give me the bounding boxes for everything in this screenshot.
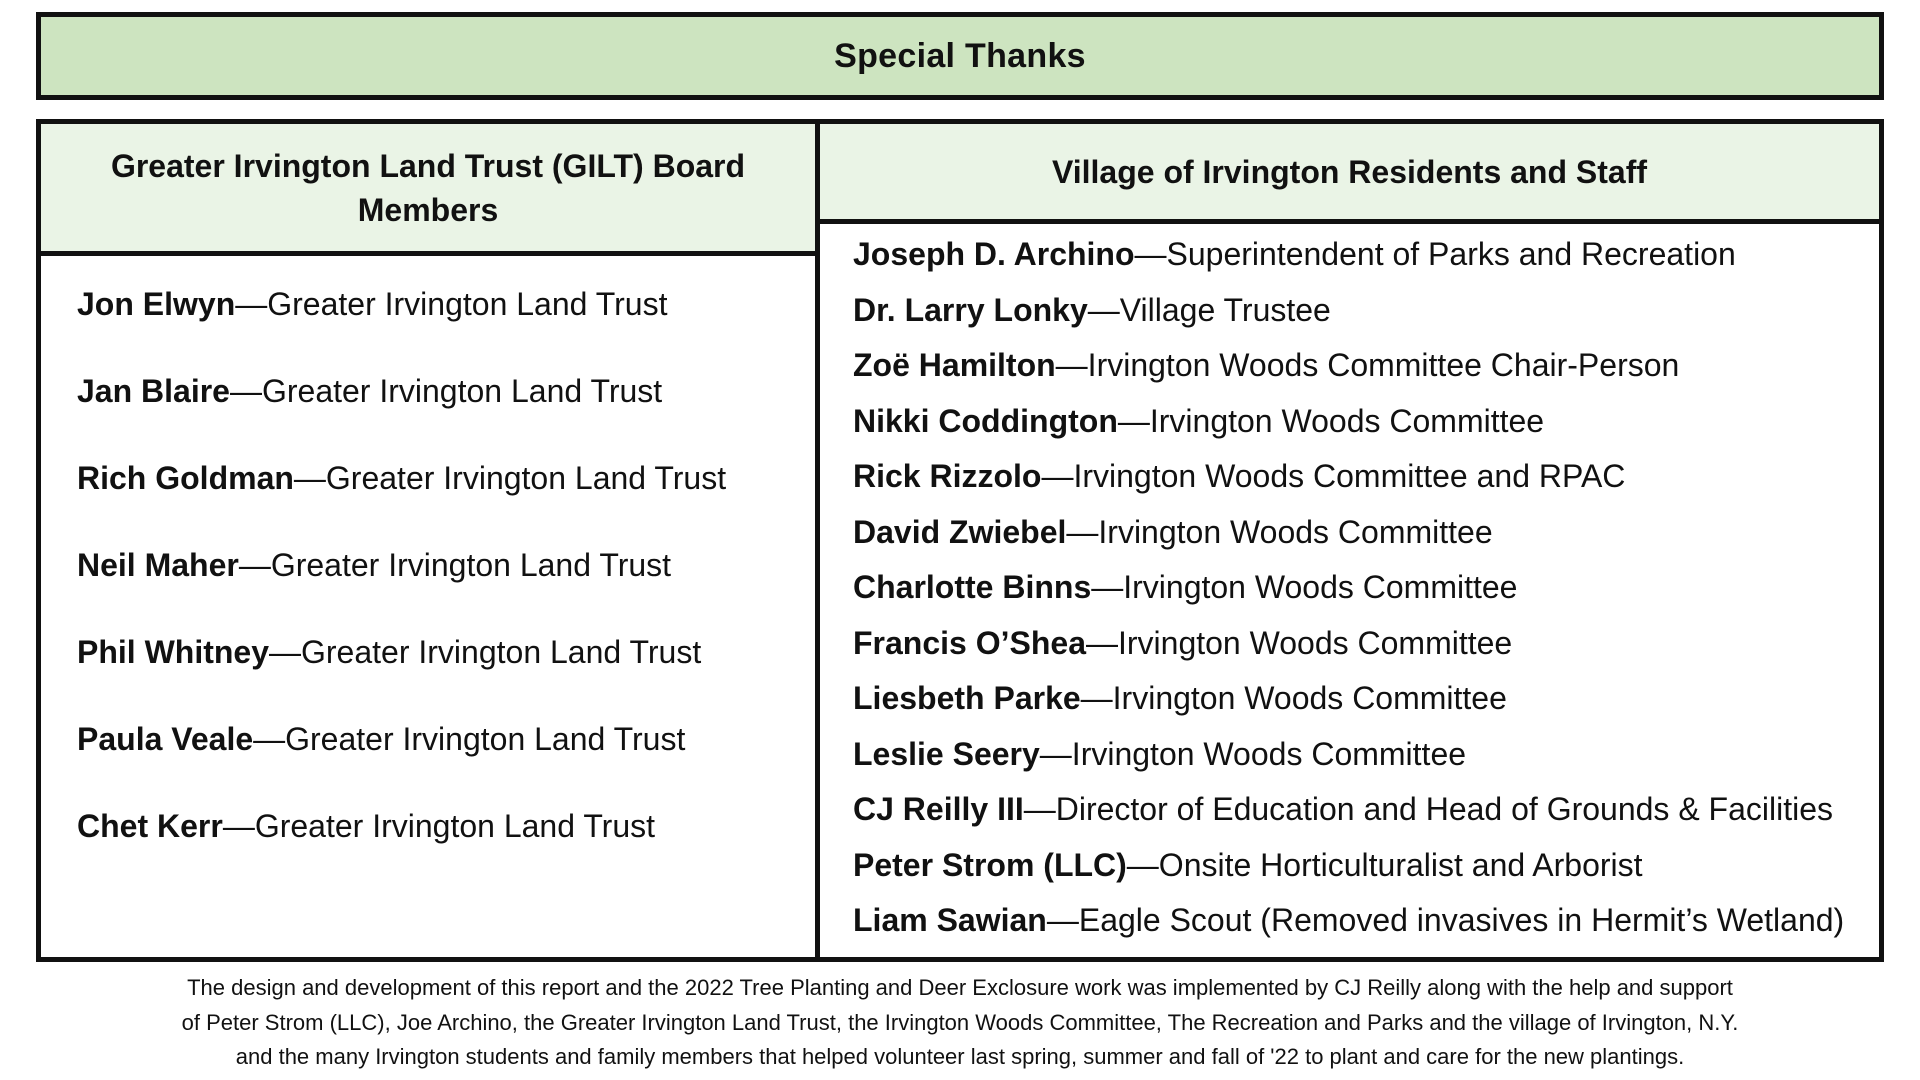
- member-role: —Irvington Woods Committee: [1085, 624, 1513, 661]
- list-item: [77, 284, 815, 324]
- member-role: —Onsite Horticulturalist and Arborist: [1126, 846, 1643, 883]
- member-name: Liam Sawian: [853, 902, 1047, 938]
- member-name: Francis O’Shea: [853, 624, 1086, 661]
- member-role: —Village Trustee: [1087, 291, 1331, 328]
- list-item: [853, 900, 1879, 940]
- banner-title: Special Thanks: [834, 36, 1086, 75]
- member-name: Leslie Seery: [853, 735, 1040, 772]
- list-item: [77, 719, 815, 759]
- member-role: —Greater Irvington Land Trust: [229, 373, 663, 409]
- list-item: [77, 371, 815, 411]
- footnote-line-1: The design and development of this report and the 2022 Tree Planting and Deer Exclosure work was implemented by CJ Reilly along with the help and support: [187, 975, 1733, 1000]
- member-name: Liesbeth Parke: [853, 680, 1081, 716]
- gilt-board-column: [41, 124, 820, 957]
- list-item: [853, 678, 1879, 718]
- member-role: —Greater Irvington Land Trust: [238, 547, 672, 583]
- member-role: —Greater Irvington Land Trust: [293, 460, 727, 496]
- list-item: [853, 512, 1879, 552]
- member-name: Jon Elwyn: [77, 286, 236, 322]
- member-name: Dr. Larry Lonky: [853, 291, 1088, 328]
- member-role: —Irvington Woods Committee Chair-Person: [1055, 347, 1680, 383]
- member-role: —Irvington Woods Committee: [1117, 402, 1545, 439]
- member-name: Neil Maher: [77, 547, 239, 583]
- member-role: —Eagle Scout (Removed invasives in Hermit’s Wetland): [1046, 902, 1845, 938]
- special-thanks-banner: [36, 12, 1884, 100]
- member-name: Jan Blaire: [77, 373, 230, 409]
- member-name: CJ Reilly III: [853, 791, 1024, 827]
- list-item: [853, 290, 1879, 330]
- acknowledgement-footnote: [40, 971, 1880, 1075]
- list-item: [853, 623, 1879, 663]
- member-role: —Greater Irvington Land Trust: [253, 721, 686, 757]
- member-name: Paula Veale: [77, 721, 254, 757]
- member-role: —Irvington Woods Committee: [1039, 735, 1467, 772]
- gilt-board-header: Greater Irvington Land Trust (GILT) Board Members: [41, 124, 815, 256]
- list-item: [853, 456, 1879, 496]
- member-role: —Director of Education and Head of Grounds & Facilities: [1023, 791, 1834, 827]
- member-role: —Greater Irvington Land Trust: [269, 634, 702, 670]
- member-name: Zoë Hamilton: [853, 347, 1056, 383]
- member-role: —Greater Irvington Land Trust: [235, 286, 668, 322]
- village-residents-column: [820, 124, 1879, 957]
- member-role: —Irvington Woods Committee: [1066, 513, 1493, 550]
- list-item: [77, 632, 815, 672]
- list-item: [853, 345, 1879, 385]
- list-item: [853, 845, 1879, 885]
- village-residents-header: Village of Irvington Residents and Staff: [820, 124, 1879, 224]
- member-role: —Irvington Woods Committee and RPAC: [1041, 458, 1626, 494]
- member-name: Charlotte Binns: [853, 569, 1092, 605]
- thanks-table: [36, 119, 1884, 962]
- member-name: Rick Rizzolo: [853, 458, 1042, 494]
- list-item: [853, 734, 1879, 774]
- list-item: [77, 458, 815, 498]
- list-item: [853, 789, 1879, 829]
- gilt-member-list: [41, 256, 815, 846]
- list-item: [77, 806, 815, 846]
- member-name: Chet Kerr: [77, 808, 223, 844]
- list-item: [853, 234, 1879, 274]
- list-item: [853, 567, 1879, 607]
- member-name: Nikki Coddington: [853, 402, 1118, 439]
- member-name: Peter Strom (LLC): [853, 846, 1127, 883]
- list-item: [77, 545, 815, 585]
- list-item: [853, 401, 1879, 441]
- member-role: —Greater Irvington Land Trust: [222, 808, 656, 844]
- member-role: —Irvington Woods Committee: [1080, 680, 1507, 716]
- footnote-line-2: of Peter Strom (LLC), Joe Archino, the Greater Irvington Land Trust, the Irvington Woods Committee, The Recreation and Parks and the village of Irvington, N.Y.: [181, 1009, 1739, 1035]
- village-member-list: [820, 224, 1879, 940]
- member-name: Rich Goldman: [77, 460, 294, 496]
- member-name: David Zwiebel: [853, 513, 1067, 550]
- member-role: —Superintendent of Parks and Recreation: [1134, 236, 1736, 272]
- footnote-line-3: and the many Irvington students and family members that helped volunteer last spring, summer and fall of '22 to plant and care for the new plantings.: [235, 1044, 1685, 1069]
- member-name: Phil Whitney: [77, 634, 269, 670]
- member-name: Joseph D. Archino: [853, 236, 1135, 272]
- member-role: —Irvington Woods Committee: [1091, 569, 1518, 605]
